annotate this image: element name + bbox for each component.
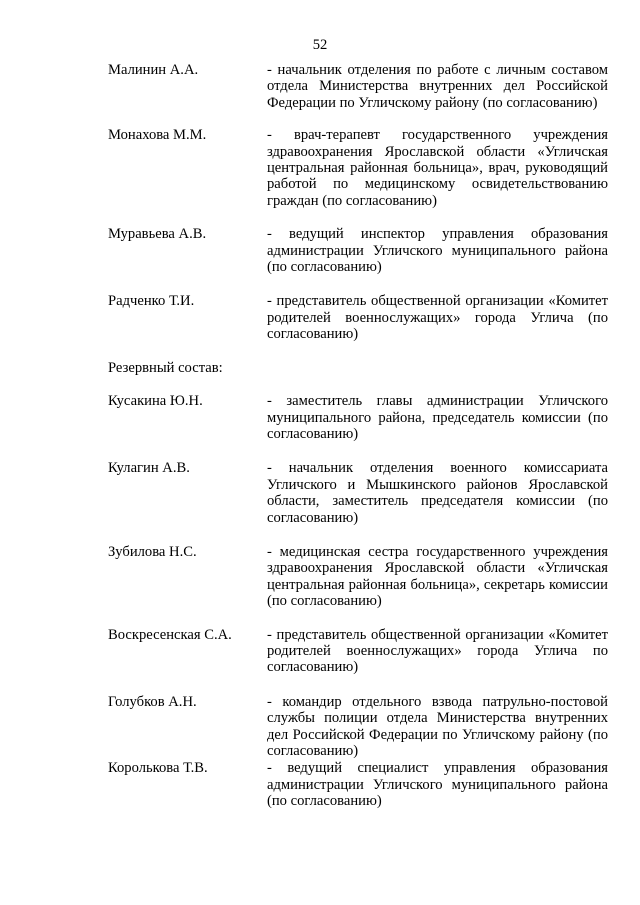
member-name: Зубилова Н.С. bbox=[108, 543, 197, 560]
member-row-muravyeva bbox=[108, 226, 608, 275]
member-name: Кусакина Ю.Н. bbox=[108, 393, 203, 410]
member-role: - командир отдельного взвода патрульно-постовой службы полиции отдела Министерства внутренних дел Российской Федерации по Угличскому району (по согласованию) bbox=[267, 693, 608, 759]
member-row-korolkova bbox=[108, 760, 608, 809]
member-name: Малинин А.А. bbox=[108, 62, 199, 78]
member-name: Муравьева А.В. bbox=[108, 226, 207, 243]
page-number: 52 bbox=[312, 37, 328, 53]
member-role: - представитель общественной организации «Комитет родителей военнослужащих» города Углича (по согласованию) bbox=[267, 293, 608, 343]
member-name: Королькова Т.В. bbox=[108, 760, 208, 777]
member-role: - начальник отделения по работе с личным составом отдела Министерства внутренних дел Российской Федерации по Угличскому району (по согласованию) bbox=[267, 62, 608, 111]
member-role: - заместитель главы администрации Угличского муниципального района, председатель комиссии (по согласованию) bbox=[267, 393, 608, 442]
member-row-radchenko bbox=[108, 293, 608, 342]
member-row-kusakina bbox=[108, 393, 608, 442]
member-row-kulagin bbox=[108, 460, 608, 526]
member-name: Радченко Т.И. bbox=[108, 293, 195, 310]
member-role: - представитель общественной организации «Комитет родителей военнослужащих» города Углича по согласованию) bbox=[267, 626, 608, 676]
member-role: - ведущий инспектор управления образования администрации Угличского муниципального района (по согласованию) bbox=[267, 226, 608, 276]
commission-member-list bbox=[108, 62, 608, 810]
member-row-zubilova bbox=[108, 544, 608, 610]
member-row-monakhova bbox=[108, 127, 608, 209]
member-name: Воскресенская С.А. bbox=[108, 626, 232, 643]
member-row-golubkov bbox=[108, 694, 608, 760]
member-role: - ведущий специалист управления образования администрации Угличского муниципального района (по согласованию) bbox=[267, 760, 608, 810]
member-row-malinin bbox=[108, 62, 608, 111]
member-row-voskresenskaya bbox=[108, 627, 608, 676]
member-name: Кулагин А.В. bbox=[108, 460, 190, 477]
reserve-section-title: Резервный состав: bbox=[108, 359, 223, 376]
member-name: Монахова М.М. bbox=[108, 127, 207, 144]
member-role: - медицинская сестра государственного учреждения здравоохранения Ярославской области «Угличская центральная районная больница», секретарь комиссии (по согласованию) bbox=[267, 543, 608, 610]
member-role: - врач-терапевт государственного учреждения здравоохранения Ярославской области «Угличская центральная районная больница», врач, руководящий работой по медицинскому освидетельствованию граждан (по согласованию) bbox=[267, 127, 608, 209]
member-name: Голубков А.Н. bbox=[108, 693, 197, 710]
member-role: - начальник отделения военного комиссариата Угличского и Мышкинского районов Ярославской области, заместитель председателя комиссии (по согласованию) bbox=[267, 460, 608, 526]
